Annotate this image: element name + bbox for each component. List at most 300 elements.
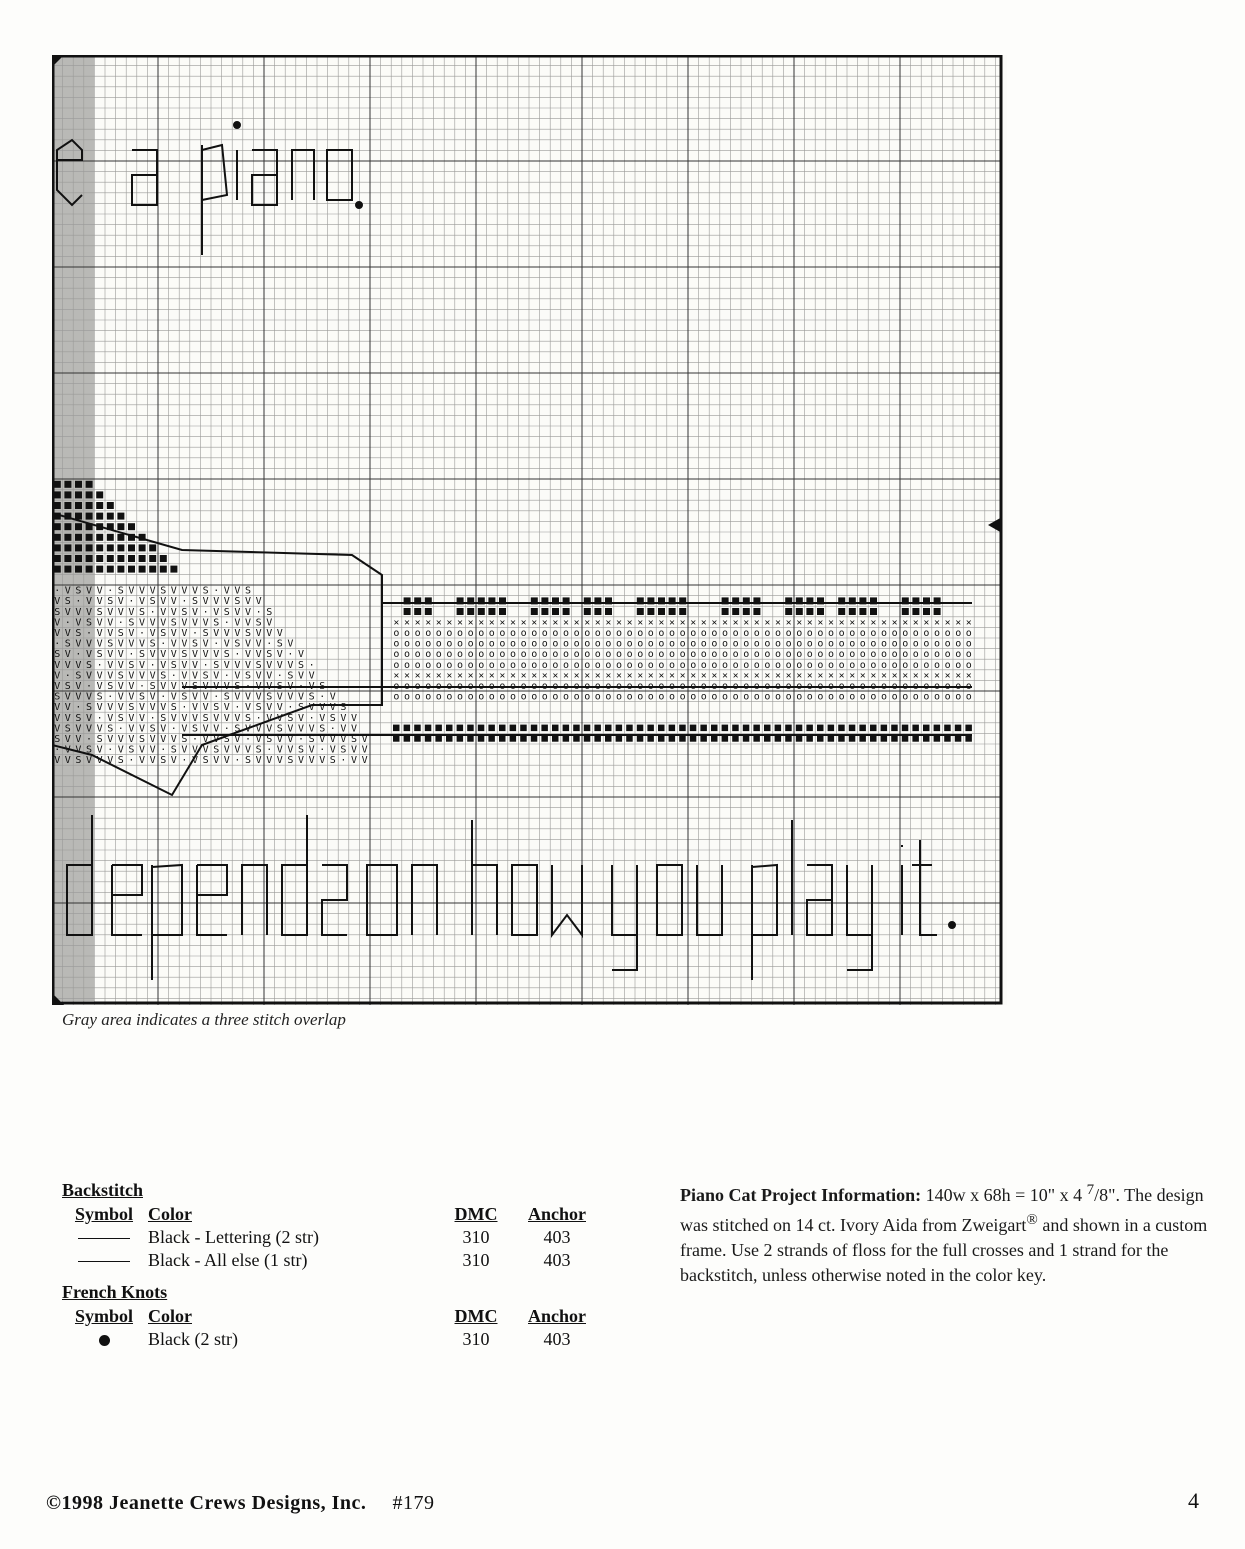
- svg-text:×: ×: [690, 617, 697, 629]
- svg-text:S: S: [64, 681, 71, 692]
- svg-text:V: V: [276, 734, 283, 745]
- svg-text:V: V: [308, 681, 315, 692]
- svg-text:S: S: [319, 681, 326, 692]
- svg-text:V: V: [64, 702, 71, 714]
- svg-text:o: o: [902, 659, 909, 671]
- svg-text:o: o: [912, 691, 919, 703]
- svg-text:·: ·: [139, 628, 146, 639]
- svg-text:o: o: [870, 691, 877, 703]
- svg-text:S: S: [160, 628, 167, 639]
- svg-text:S: S: [128, 702, 135, 714]
- svg-text:o: o: [541, 659, 548, 671]
- svg-text:o: o: [669, 659, 676, 671]
- svg-text:×: ×: [881, 670, 888, 682]
- svg-text:V: V: [329, 691, 336, 703]
- svg-text:o: o: [690, 681, 697, 692]
- svg-text:o: o: [679, 628, 686, 639]
- svg-text:×: ×: [679, 617, 686, 629]
- svg-text:S: S: [329, 712, 336, 724]
- svg-text:o: o: [796, 681, 803, 692]
- svg-text:V: V: [107, 702, 114, 714]
- svg-text:×: ×: [764, 617, 771, 629]
- svg-text:×: ×: [785, 670, 792, 682]
- svg-text:×: ×: [828, 670, 835, 682]
- svg-text:V: V: [213, 723, 220, 735]
- svg-text:·: ·: [340, 755, 347, 767]
- svg-text:S: S: [276, 723, 283, 735]
- svg-text:V: V: [96, 681, 103, 692]
- svg-text:o: o: [849, 649, 856, 661]
- svg-text:·: ·: [149, 659, 156, 671]
- svg-text:S: S: [181, 606, 188, 618]
- svg-text:o: o: [573, 638, 580, 650]
- svg-text:o: o: [605, 681, 612, 692]
- svg-text:o: o: [965, 681, 972, 692]
- svg-text:V: V: [266, 681, 273, 692]
- svg-text:o: o: [425, 691, 432, 703]
- svg-text:V: V: [96, 596, 103, 608]
- svg-text:V: V: [223, 628, 230, 639]
- svg-text:o: o: [520, 659, 527, 671]
- svg-text:o: o: [393, 691, 400, 703]
- svg-text:V: V: [255, 670, 262, 682]
- svg-text:o: o: [902, 638, 909, 650]
- svg-text:o: o: [743, 649, 750, 661]
- svg-text:o: o: [658, 691, 665, 703]
- svg-text:V: V: [202, 744, 209, 756]
- svg-text:o: o: [488, 691, 495, 703]
- svg-text:×: ×: [753, 670, 760, 682]
- svg-text:o: o: [446, 691, 453, 703]
- svg-text:o: o: [711, 659, 718, 671]
- svg-text:o: o: [647, 638, 654, 650]
- header-dmc: DMC: [454, 1204, 498, 1224]
- svg-text:o: o: [541, 638, 548, 650]
- svg-text:×: ×: [414, 670, 421, 682]
- svg-text:o: o: [817, 638, 824, 650]
- svg-text:o: o: [881, 649, 888, 661]
- svg-text:S: S: [149, 596, 156, 608]
- svg-text:·: ·: [308, 659, 315, 671]
- svg-text:S: S: [64, 723, 71, 735]
- svg-text:S: S: [266, 691, 273, 703]
- svg-text:o: o: [934, 681, 941, 692]
- svg-text:V: V: [117, 681, 124, 692]
- svg-text:S: S: [223, 691, 230, 703]
- svg-text:o: o: [912, 628, 919, 639]
- svg-text:·: ·: [75, 702, 82, 714]
- svg-text:·: ·: [213, 638, 220, 650]
- svg-text:×: ×: [902, 617, 909, 629]
- svg-text:V: V: [64, 585, 71, 597]
- svg-text:o: o: [552, 681, 559, 692]
- svg-text:o: o: [955, 681, 962, 692]
- svg-text:V: V: [75, 734, 82, 745]
- svg-text:o: o: [669, 638, 676, 650]
- svg-text:o: o: [552, 691, 559, 703]
- svg-text:S: S: [276, 638, 283, 650]
- svg-text:V: V: [255, 723, 262, 735]
- svg-text:V: V: [107, 670, 114, 682]
- svg-text:o: o: [605, 628, 612, 639]
- svg-text:o: o: [764, 659, 771, 671]
- svg-text:o: o: [838, 659, 845, 671]
- svg-text:×: ×: [700, 617, 707, 629]
- svg-text:o: o: [584, 628, 591, 639]
- svg-text:·: ·: [96, 712, 103, 724]
- svg-text:o: o: [828, 638, 835, 650]
- svg-text:V: V: [245, 638, 252, 650]
- svg-text:V: V: [149, 744, 156, 756]
- svg-text:·: ·: [234, 755, 241, 767]
- svg-text:o: o: [404, 691, 411, 703]
- svg-text:V: V: [128, 723, 135, 735]
- svg-text:o: o: [955, 628, 962, 639]
- svg-text:V: V: [319, 734, 326, 745]
- svg-text:o: o: [520, 691, 527, 703]
- svg-text:V: V: [117, 659, 124, 671]
- svg-text:S: S: [107, 723, 114, 735]
- svg-text:×: ×: [520, 670, 527, 682]
- svg-text:S: S: [245, 585, 252, 597]
- svg-text:V: V: [149, 628, 156, 639]
- svg-text:×: ×: [594, 670, 601, 682]
- svg-text:V: V: [139, 670, 146, 682]
- svg-text:V: V: [181, 670, 188, 682]
- svg-text:o: o: [828, 681, 835, 692]
- svg-text:o: o: [626, 649, 633, 661]
- svg-text:o: o: [849, 638, 856, 650]
- svg-text:·: ·: [245, 681, 252, 692]
- svg-text:o: o: [478, 628, 485, 639]
- svg-text:V: V: [319, 702, 326, 714]
- svg-text:o: o: [870, 649, 877, 661]
- svg-text:o: o: [711, 638, 718, 650]
- svg-text:V: V: [213, 596, 220, 608]
- svg-text:×: ×: [775, 617, 782, 629]
- svg-text:o: o: [711, 628, 718, 639]
- svg-text:×: ×: [955, 670, 962, 682]
- svg-text:o: o: [457, 628, 464, 639]
- svg-text:×: ×: [934, 617, 941, 629]
- svg-text:o: o: [722, 649, 729, 661]
- svg-text:o: o: [870, 638, 877, 650]
- svg-text:o: o: [732, 638, 739, 650]
- svg-text:o: o: [658, 659, 665, 671]
- svg-text:V: V: [329, 734, 336, 745]
- svg-text:V: V: [64, 712, 71, 724]
- svg-text:×: ×: [743, 670, 750, 682]
- svg-text:·: ·: [117, 617, 124, 629]
- svg-text:o: o: [934, 628, 941, 639]
- svg-text:S: S: [170, 744, 177, 756]
- svg-text:V: V: [245, 596, 252, 608]
- svg-text:o: o: [393, 649, 400, 661]
- cross-stitch-chart: [52, 55, 1007, 1005]
- svg-text:·: ·: [266, 638, 273, 650]
- svg-text:o: o: [414, 691, 421, 703]
- svg-text:·: ·: [223, 670, 230, 682]
- svg-text:×: ×: [891, 617, 898, 629]
- svg-text:V: V: [276, 628, 283, 639]
- svg-text:V: V: [64, 628, 71, 639]
- svg-text:V: V: [361, 734, 368, 745]
- svg-text:×: ×: [605, 617, 612, 629]
- svg-text:o: o: [912, 638, 919, 650]
- svg-text:S: S: [149, 681, 156, 692]
- svg-text:·: ·: [192, 734, 199, 745]
- svg-text:S: S: [266, 606, 273, 618]
- svg-text:×: ×: [732, 670, 739, 682]
- svg-text:·: ·: [170, 723, 177, 735]
- svg-text:V: V: [107, 617, 114, 629]
- svg-text:·: ·: [160, 744, 167, 756]
- svg-text:o: o: [584, 659, 591, 671]
- svg-text:o: o: [393, 681, 400, 692]
- svg-text:V: V: [96, 617, 103, 629]
- pattern-number: #179: [392, 1492, 435, 1514]
- svg-text:V: V: [234, 734, 241, 745]
- svg-text:V: V: [54, 723, 61, 735]
- svg-text:S: S: [351, 734, 358, 745]
- svg-text:V: V: [329, 744, 336, 756]
- svg-text:V: V: [202, 702, 209, 714]
- svg-text:·: ·: [255, 712, 262, 724]
- svg-text:×: ×: [531, 617, 538, 629]
- svg-text:S: S: [75, 755, 82, 767]
- svg-text:V: V: [149, 585, 156, 597]
- svg-text:V: V: [86, 691, 93, 703]
- svg-text:V: V: [160, 617, 167, 629]
- svg-text:×: ×: [510, 617, 517, 629]
- svg-text:V: V: [139, 712, 146, 724]
- svg-text:V: V: [245, 744, 252, 756]
- svg-text:V: V: [64, 649, 71, 661]
- svg-text:o: o: [563, 691, 570, 703]
- svg-text:V: V: [308, 670, 315, 682]
- svg-text:V: V: [54, 712, 61, 724]
- svg-text:S: S: [234, 638, 241, 650]
- svg-text:×: ×: [647, 617, 654, 629]
- svg-text:o: o: [891, 691, 898, 703]
- svg-text:S: S: [128, 617, 135, 629]
- svg-text:·: ·: [54, 744, 61, 756]
- svg-text:V: V: [160, 734, 167, 745]
- svg-text:V: V: [107, 649, 114, 661]
- svg-text:o: o: [647, 681, 654, 692]
- svg-text:o: o: [690, 659, 697, 671]
- svg-text:×: ×: [488, 617, 495, 629]
- svg-text:o: o: [425, 659, 432, 671]
- svg-text:V: V: [255, 628, 262, 639]
- svg-text:V: V: [308, 702, 315, 714]
- svg-text:o: o: [488, 649, 495, 661]
- svg-text:·: ·: [54, 638, 61, 650]
- svg-text:V: V: [75, 638, 82, 650]
- svg-text:V: V: [128, 734, 135, 745]
- svg-text:S: S: [181, 649, 188, 661]
- svg-text:V: V: [54, 659, 61, 671]
- svg-text:×: ×: [669, 617, 676, 629]
- svg-text:o: o: [881, 659, 888, 671]
- svg-text:o: o: [912, 681, 919, 692]
- svg-text:o: o: [965, 659, 972, 671]
- svg-text:o: o: [828, 691, 835, 703]
- svg-text:o: o: [838, 681, 845, 692]
- svg-text:o: o: [700, 649, 707, 661]
- svg-text:·: ·: [287, 702, 294, 714]
- svg-text:o: o: [531, 638, 538, 650]
- svg-text:o: o: [775, 691, 782, 703]
- svg-text:V: V: [170, 638, 177, 650]
- svg-text:o: o: [881, 691, 888, 703]
- svg-text:V: V: [139, 617, 146, 629]
- svg-text:o: o: [563, 628, 570, 639]
- svg-text:V: V: [213, 649, 220, 661]
- svg-text:o: o: [934, 638, 941, 650]
- svg-text:S: S: [192, 723, 199, 735]
- svg-text:o: o: [573, 628, 580, 639]
- svg-text:o: o: [838, 638, 845, 650]
- svg-text:o: o: [700, 628, 707, 639]
- svg-text:o: o: [637, 659, 644, 671]
- svg-text:V: V: [75, 617, 82, 629]
- svg-text:o: o: [404, 681, 411, 692]
- svg-text:S: S: [234, 723, 241, 735]
- svg-text:V: V: [234, 744, 241, 756]
- svg-text:o: o: [934, 659, 941, 671]
- svg-text:×: ×: [499, 617, 506, 629]
- svg-text:o: o: [510, 691, 517, 703]
- svg-text:o: o: [393, 659, 400, 671]
- svg-text:·: ·: [75, 596, 82, 608]
- svg-text:o: o: [541, 628, 548, 639]
- svg-text:S: S: [86, 744, 93, 756]
- svg-text:S: S: [202, 628, 209, 639]
- svg-text:o: o: [573, 649, 580, 661]
- svg-text:×: ×: [404, 617, 411, 629]
- svg-text:V: V: [287, 723, 294, 735]
- svg-text:×: ×: [573, 617, 580, 629]
- svg-text:o: o: [425, 649, 432, 661]
- svg-text:×: ×: [520, 617, 527, 629]
- svg-text:o: o: [690, 691, 697, 703]
- svg-text:V: V: [329, 702, 336, 714]
- svg-text:V: V: [170, 691, 177, 703]
- svg-text:V: V: [298, 755, 305, 767]
- svg-text:o: o: [722, 691, 729, 703]
- svg-text:V: V: [213, 670, 220, 682]
- svg-text:o: o: [955, 691, 962, 703]
- svg-text:×: ×: [955, 617, 962, 629]
- svg-text:o: o: [796, 638, 803, 650]
- svg-text:×: ×: [435, 617, 442, 629]
- svg-text:V: V: [86, 755, 93, 767]
- svg-text:V: V: [181, 712, 188, 724]
- svg-text:V: V: [181, 585, 188, 597]
- svg-text:o: o: [828, 649, 835, 661]
- svg-text:S: S: [255, 702, 262, 714]
- svg-text:o: o: [457, 649, 464, 661]
- svg-text:V: V: [75, 681, 82, 692]
- project-information: Piano Cat Project Information: 140w x 68h = 10" x 4 $^7$/8". The design was stitched on 14 ct. Ivory Aida from Zweigart® and shown in a custom frame. Use 2 strands of floss for the full crosses and 1 strand for the backstitch, unless otherwise noted in the color key.: [680, 1182, 1208, 1285]
- svg-text:V: V: [64, 606, 71, 618]
- svg-text:o: o: [510, 649, 517, 661]
- svg-text:V: V: [192, 659, 199, 671]
- svg-text:·: ·: [86, 681, 93, 692]
- svg-text:S: S: [255, 659, 262, 671]
- svg-text:V: V: [54, 681, 61, 692]
- svg-text:·: ·: [75, 649, 82, 661]
- svg-text:V: V: [213, 606, 220, 618]
- svg-text:·: ·: [181, 755, 188, 767]
- svg-text:S: S: [255, 744, 262, 756]
- svg-text:·: ·: [107, 585, 114, 597]
- svg-text:S: S: [54, 649, 61, 661]
- svg-text:o: o: [616, 691, 623, 703]
- svg-text:o: o: [510, 681, 517, 692]
- svg-text:×: ×: [637, 617, 644, 629]
- svg-text:o: o: [881, 681, 888, 692]
- svg-text:o: o: [753, 628, 760, 639]
- svg-text:o: o: [446, 659, 453, 671]
- svg-text:o: o: [870, 681, 877, 692]
- svg-text:o: o: [552, 649, 559, 661]
- svg-text:·: ·: [308, 712, 315, 724]
- svg-text:×: ×: [563, 617, 570, 629]
- svg-text:V: V: [223, 744, 230, 756]
- svg-text:o: o: [573, 681, 580, 692]
- svg-text:o: o: [531, 681, 538, 692]
- svg-text:o: o: [541, 691, 548, 703]
- svg-text:o: o: [563, 681, 570, 692]
- svg-text:V: V: [192, 755, 199, 767]
- svg-text:o: o: [722, 659, 729, 671]
- svg-text:o: o: [753, 681, 760, 692]
- svg-text:V: V: [181, 744, 188, 756]
- svg-text:S: S: [160, 670, 167, 682]
- svg-text:V: V: [298, 723, 305, 735]
- svg-text:S: S: [181, 691, 188, 703]
- svg-text:×: ×: [859, 617, 866, 629]
- svg-text:o: o: [881, 628, 888, 639]
- svg-text:V: V: [86, 585, 93, 597]
- svg-text:o: o: [679, 691, 686, 703]
- svg-text:×: ×: [393, 670, 400, 682]
- svg-text:o: o: [637, 681, 644, 692]
- svg-text:o: o: [828, 628, 835, 639]
- svg-text:V: V: [86, 638, 93, 650]
- svg-text:V: V: [149, 649, 156, 661]
- color-key: [62, 1180, 602, 1361]
- svg-text:V: V: [107, 659, 114, 671]
- svg-text:V: V: [75, 659, 82, 671]
- svg-text:o: o: [478, 681, 485, 692]
- svg-text:V: V: [255, 649, 262, 661]
- svg-text:S: S: [213, 702, 220, 714]
- svg-text:S: S: [117, 628, 124, 639]
- svg-text:V: V: [192, 702, 199, 714]
- svg-text:o: o: [891, 681, 898, 692]
- svg-text:V: V: [266, 755, 273, 767]
- svg-text:×: ×: [467, 670, 474, 682]
- svg-text:V: V: [223, 755, 230, 767]
- svg-text:S: S: [181, 734, 188, 745]
- svg-text:V: V: [255, 681, 262, 692]
- svg-text:V: V: [202, 596, 209, 608]
- svg-text:o: o: [404, 638, 411, 650]
- svg-text:S: S: [75, 585, 82, 597]
